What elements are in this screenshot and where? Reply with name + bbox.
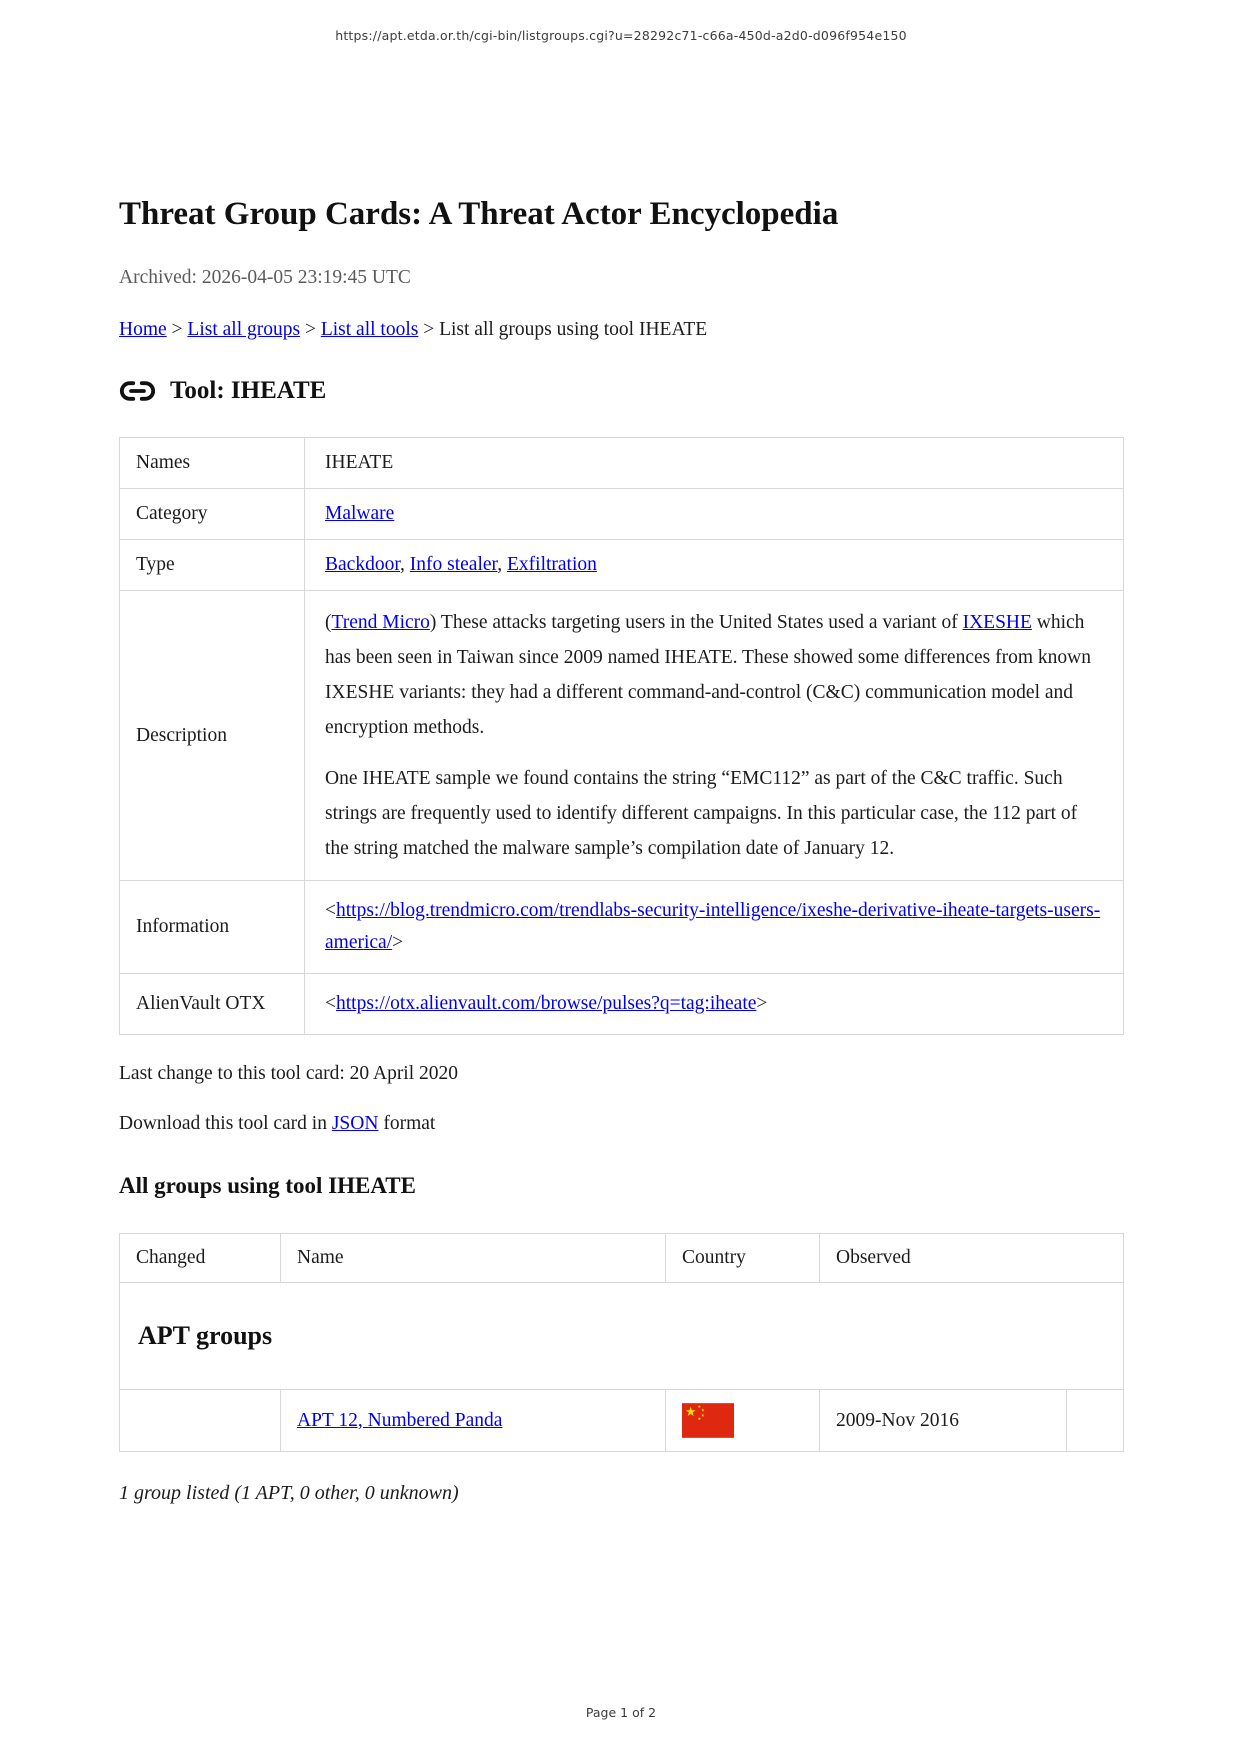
description-paragraph-2: One IHEATE sample we found contains the string “EMC112” as part of the C&C traffic. Such strings are frequently used to identify different campaigns. In this particular case, the 112 part of the string matched the malware sample’s compilation date of January 12. — [325, 768, 1078, 859]
browser-print-url: https://apt.etda.or.th/cgi-bin/listgroups.cgi?u=28292c71-c66a-450d-a2d0-d096f954e150 — [335, 28, 907, 43]
type-separator: , — [497, 554, 507, 575]
names-value: IHEATE — [305, 438, 1124, 489]
breadcrumb-home-link[interactable]: Home — [119, 319, 167, 340]
apt-groups-section-title: APT groups — [138, 1321, 273, 1350]
name-cell — [281, 1390, 666, 1452]
breadcrumb-separator: > — [166, 319, 188, 340]
trend-micro-link[interactable]: Trend Micro — [331, 612, 430, 633]
type-backdoor-link[interactable]: Backdoor — [325, 554, 401, 575]
row-label: Category — [120, 489, 305, 540]
groups-table-header-row — [120, 1234, 1124, 1283]
row-label: Type — [120, 540, 305, 591]
extra-cell — [1067, 1390, 1124, 1452]
description-text: which has been seen in Taiwan since 2009 named IHEATE. These showed some differences from known IXESHE variants: they had a different command-and-control (C&C) communication model and encryption methods. — [325, 612, 1091, 738]
information-url-link[interactable]: https://blog.trendmicro.com/trendlabs-security-intelligence/ixeshe-derivative-iheate-targets-users-america/ — [325, 900, 1101, 953]
table-row-category — [120, 489, 1124, 540]
all-groups-heading: All groups using tool IHEATE — [119, 1173, 416, 1198]
archived-timestamp: Archived: 2026-04-05 23:19:45 UTC — [119, 267, 411, 288]
groups-table — [119, 1233, 1124, 1452]
row-label: AlienVault OTX — [120, 974, 305, 1035]
download-text: format — [378, 1113, 436, 1134]
download-line — [119, 1113, 1123, 1135]
breadcrumb — [119, 319, 1123, 341]
groups-count-summary: 1 group listed (1 APT, 0 other, 0 unknown) — [119, 1482, 459, 1504]
table-row-information — [120, 881, 1124, 974]
angle-bracket: < — [325, 993, 336, 1014]
download-text: Download this tool card in — [119, 1113, 332, 1134]
type-value — [305, 540, 1124, 591]
tool-heading-label: Tool: IHEATE — [170, 377, 327, 404]
angle-bracket: < — [325, 900, 336, 921]
description-value — [305, 591, 1124, 881]
changed-cell — [120, 1390, 281, 1452]
page-title: Threat Group Cards: A Threat Actor Encyclopedia — [119, 196, 839, 232]
table-row-description — [120, 591, 1124, 881]
row-label: Information — [120, 881, 305, 974]
category-malware-link[interactable]: Malware — [325, 503, 395, 524]
tool-card-table — [119, 437, 1124, 1035]
download-json-link[interactable]: JSON — [331, 1113, 379, 1134]
country-cell — [666, 1390, 820, 1452]
breadcrumb-list-all-tools-link[interactable]: List all tools — [320, 319, 419, 340]
tool-heading — [119, 377, 1123, 405]
last-change-line: Last change to this tool card: 20 April 2020 — [119, 1063, 459, 1084]
otx-value — [305, 974, 1124, 1035]
description-text: ( — [325, 612, 332, 633]
breadcrumb-separator: > — [300, 319, 321, 340]
breadcrumb-list-all-groups-link[interactable]: List all groups — [187, 319, 301, 340]
angle-bracket: > — [756, 993, 768, 1014]
apt12-numbered-panda-link[interactable]: APT 12, Numbered Panda — [297, 1409, 503, 1431]
breadcrumb-separator: > — [418, 319, 440, 340]
otx-url-link[interactable]: https://otx.alienvault.com/browse/pulses?q=tag:iheate — [336, 993, 757, 1014]
china-flag-icon — [682, 1403, 803, 1438]
column-header-country: Country — [666, 1234, 820, 1283]
column-header-changed: Changed — [120, 1234, 281, 1283]
table-row-alienvault-otx — [120, 974, 1124, 1035]
information-value — [305, 881, 1124, 974]
column-header-name: Name — [281, 1234, 666, 1283]
row-label: Names — [120, 438, 305, 489]
column-header-observed: Observed — [820, 1234, 1124, 1283]
type-exfiltration-link[interactable]: Exfiltration — [507, 554, 597, 575]
page-content — [119, 0, 1123, 1505]
row-label: Description — [120, 591, 305, 881]
chain-link-icon — [119, 380, 156, 402]
table-row-names — [120, 438, 1124, 489]
angle-bracket: > — [392, 932, 404, 953]
ixeshe-link[interactable]: IXESHE — [962, 612, 1032, 633]
description-paragraph-1 — [325, 605, 1103, 745]
observed-cell: 2009-Nov 2016 — [820, 1390, 1067, 1452]
apt-groups-section-row — [120, 1283, 1124, 1390]
page-number: Page 1 of 2 — [585, 1705, 657, 1720]
table-row — [120, 1390, 1124, 1452]
table-row-type — [120, 540, 1124, 591]
description-text: ) These attacks targeting users in the United States used a variant of — [429, 612, 963, 633]
type-separator: , — [400, 554, 410, 575]
type-info-stealer-link[interactable]: Info stealer — [409, 554, 498, 575]
breadcrumb-current: List all groups using tool IHEATE — [439, 319, 708, 340]
